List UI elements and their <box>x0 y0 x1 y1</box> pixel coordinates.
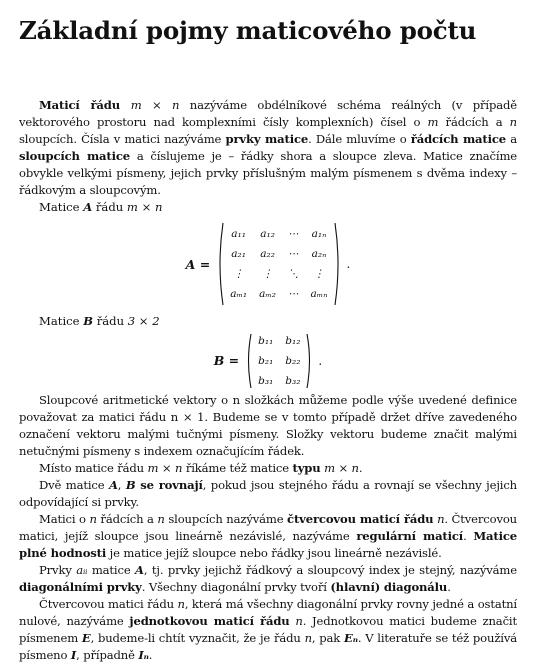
matrix-a-lhs: A = <box>185 256 211 272</box>
matrix-a-cell: a₁₁ <box>231 228 246 240</box>
matrix-b-grid <box>252 331 306 391</box>
matrix-b-display: B = b₁₁ b₁₂ b₂₁ b₂₂ b₃₁ b₃₂ . <box>19 331 517 390</box>
matrix-b-row <box>252 331 306 351</box>
matrix-a-caption: Matice A řádu m × n <box>39 200 163 214</box>
document-page <box>19 14 517 664</box>
matrix-a-cell: ⋮ <box>262 268 273 280</box>
matrix-a-cell: ⋮ <box>233 268 244 280</box>
left-paren-icon <box>216 222 224 306</box>
matrix-b-row <box>252 371 306 391</box>
matrix-b-caption: Matice B řádu 3 × 2 <box>39 314 160 328</box>
matrix-b-cell: b₃₂ <box>285 374 301 387</box>
page-title: Základní pojmy maticového počtu <box>19 16 477 45</box>
matrix-b-cell: b₁₂ <box>285 334 301 347</box>
matrix-b-row <box>252 351 306 371</box>
term-matrix-columns: sloupcích matice <box>19 149 131 163</box>
left-paren-icon <box>245 333 252 389</box>
matrix-a-cell: aₘ₂ <box>259 288 277 300</box>
matrix-a-cell: ⋯ <box>288 248 299 260</box>
matrix-a-row <box>224 264 333 284</box>
matrix-a-grid <box>224 224 333 304</box>
diagonal-paragraph: Prvky aᵢᵢ matice A, tj. prvky jejichž řádkový a sloupcový index je stejný, nazýváme diagonálními prvky. Všechny diagonální prvky tvoří (hlavní) diagonálu. <box>19 563 517 594</box>
matrix-a-cell: ⋯ <box>288 288 299 300</box>
matrix-b-cell: b₂₂ <box>285 354 301 367</box>
matrix-b-cell: b₃₁ <box>258 374 274 387</box>
right-paren-icon <box>306 333 313 389</box>
identity-paragraph: Čtvercovou matici řádu n, která má všechny diagonální prvky rovny jedné a ostatní nulové, nazýváme jednotkovou maticí řádu n. Jednotkovou matici budeme značit písmenem E, budeme-li chtít vyznačit, že je řádu n, pak Eₙ. V literatuře se též používá písmeno I, případně Iₙ. <box>19 597 518 662</box>
term-matrix-order: Maticí řádu <box>39 98 131 112</box>
term-matrix-elements: prvky matice <box>225 132 309 146</box>
square-matrix-paragraph: Matici o n řádcích a n sloupcích nazýváme čtvercovou maticí řádu n. Čtvercovou matici, jejíž sloupce jsou lineárně nezávislé, nazýváme regulární maticí. Matice plné hodnosti je matice jejíž sloupce nebo řádky jsou lineárně nezávislé. <box>19 512 517 560</box>
matrix-a-cell: a₂ₙ <box>311 248 327 260</box>
matrix-b-lhs: B = <box>213 353 240 368</box>
matrix-b-cell: b₁₁ <box>258 334 274 347</box>
matrix-a-row <box>224 244 333 264</box>
matrix-a-row <box>224 224 333 244</box>
term-matrix-rows: řádcích matice <box>410 132 507 146</box>
vectors-paragraph: Sloupcové aritmetické vektory o n složkách můžeme podle výše uvedené definice považovat za matici řádu n × 1. Budeme se v tomto případě držet dříve zavedeného označení vektoru malými tučnými písmeny. Složky vektoru budeme značit malými netučnými písmeny s indexem označujícím řádek. <box>19 393 517 458</box>
equality-paragraph: Dvě matice A, B se rovnají, pokud jsou stejného řádu a rovnají se všechny jejich odpovídající si prvky. <box>19 478 517 509</box>
matrix-a-cell: a₁ₙ <box>311 228 327 240</box>
matrix-a-display: A = a₁₁ a₁₂ ⋯ a₁ₙ a₂₁ a₂₂ ⋯ a₂ₙ ⋮ ⋮ ⋱ ⋮ aₘ₁ aₘ₂ ⋯ aₘₙ . <box>19 220 517 308</box>
matrix-a-row <box>224 284 333 304</box>
matrix-a-cell: aₘₙ <box>310 288 328 300</box>
matrix-a-cell: ⋯ <box>288 228 299 240</box>
matrix-a-cell: a₁₂ <box>260 228 275 240</box>
matrix-a-cell: a₂₂ <box>260 248 275 260</box>
intro-paragraph: Maticí řádu m × n nazýváme obdélníkové schéma reálných (v případě vektorového prostoru nad komplexními čísly komplexních) čísel o m řádcích a n sloupcích. Čísla v matici nazýváme prvky matice. Dále mluvíme o řádcích matice a sloupcích matice a číslujeme je – řádky shora a sloupce zleva. Matice značíme obvykle velkými písmeny, jejich prvky příslušným malým písmenem s dvěma indexy – řádkovým a sloupcovým. <box>19 98 518 197</box>
matrix-a-cell: a₂₁ <box>231 248 246 260</box>
matrix-a-cell: aₘ₁ <box>230 288 248 300</box>
right-paren-icon <box>334 222 342 306</box>
type-paragraph: Místo matice řádu m × n říkáme též matice typu m × n. <box>39 461 363 475</box>
matrix-a-cell: ⋮ <box>313 268 325 280</box>
matrix-a-cell: ⋱ <box>288 268 299 280</box>
matrix-b-cell: b₂₁ <box>258 354 274 367</box>
